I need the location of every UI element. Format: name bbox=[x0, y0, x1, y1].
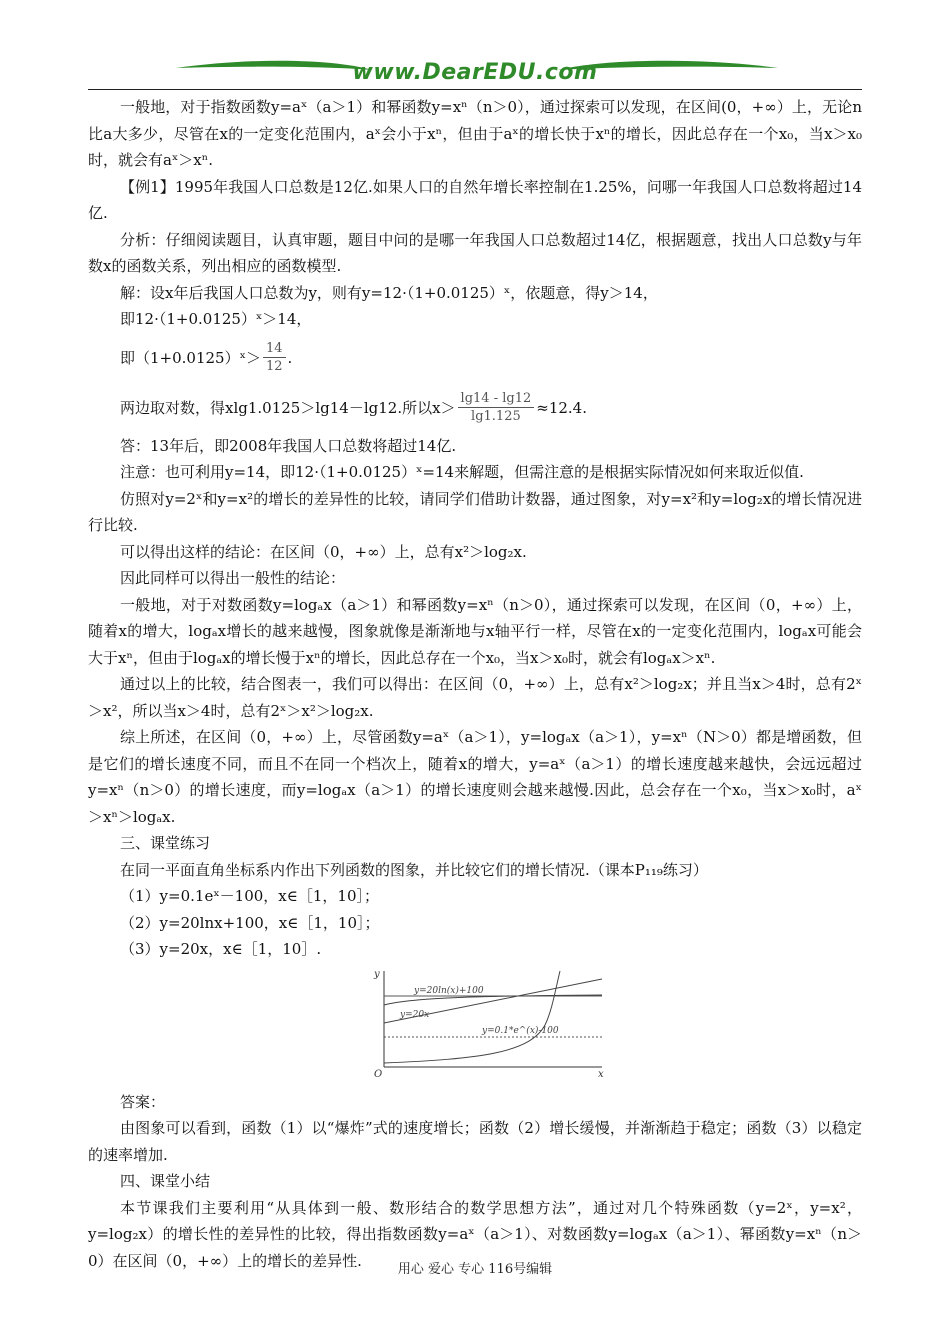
example-1: 【例1】1995年我国人口总数是12亿.如果人口的自然年增长率控制在1.25%，问哪一年我国人口总数将超过14亿. bbox=[88, 177, 862, 222]
header-rule bbox=[88, 89, 862, 90]
page-footer: 用心 爱心 专心 116号编辑 bbox=[397, 1262, 553, 1277]
fraction-log bbox=[458, 390, 535, 425]
paragraph-summary: 综上所述，在区间（0，+∞）上，尽管函数y=aˣ（a＞1），y=logₐx（a＞1），y=xⁿ（N＞0）都是增函数，但是它们的增长速度不同，而且不在同一个档次上，随着x的增大，y=aˣ（a＞1）的增长速度越来越快，会远远超过y=xⁿ（n＞0）的增长速度，而y=logₐx（a＞1）的增长速度则会越来越慢.因此，总会存在一个x₀，当x＞x₀时，aˣ＞xⁿ＞logₐx. bbox=[88, 728, 862, 826]
exercise-1: （1）y=0.1eˣ－100，x∈［1，10］； bbox=[120, 887, 379, 905]
conclusion-1: 可以得出这样的结论：在区间（0，+∞）上，总有x²＞log₂x. bbox=[120, 542, 527, 561]
exercise-3: （3）y=20x，x∈［1，10］. bbox=[120, 940, 322, 958]
solution-line-2: 即12·（1+0.0125）ˣ＞14， bbox=[120, 310, 312, 328]
note: 注意：也可利用y=14，即12·（1+0.0125）ˣ=14来解题，但需注意的是根据实际情况如何来取近似值. bbox=[120, 463, 804, 481]
sol3-prefix: 即（1+0.0125）ˣ＞ bbox=[120, 349, 261, 367]
graph-svg bbox=[370, 967, 610, 1079]
analysis: 分析：仔细阅读题目，认真审题，题目中问的是哪一年我国人口总数超过14亿，根据题意，找出人口总数y与年数x的函数关系，列出相应的函数模型. bbox=[88, 230, 862, 275]
origin-label: O bbox=[374, 1068, 383, 1079]
fraction-denominator: lg1.125 bbox=[471, 409, 521, 424]
paragraph-log-vs-power: 一般地，对于对数函数y=logₐx（a＞1）和幂函数y=xⁿ（n＞0），通过探索可以发现，在区间（0，+∞）上，随着x的增大，logₐx增长的越来越慢，图象就像是渐渐地与x轴平行一样，尽管在x的一定变化范围内，logₐx可能会大于xⁿ，但由于logₐx的增长慢于xⁿ的增长，因此总存在一个x₀，当x＞x₀时，就会有logₐx＞xⁿ. bbox=[88, 595, 862, 667]
document-body bbox=[88, 94, 862, 1274]
fraction-numerator: lg14 - lg12 bbox=[458, 390, 535, 408]
x-axis-label: x bbox=[598, 1068, 604, 1079]
sol4-prefix: 两边取对数，得xlg1.0125＞lg14－lg12.所以x＞ bbox=[120, 399, 456, 417]
final-summary: 本节课我们主要利用“从具体到一般、数形结合的数学思想方法”，通过对几个特殊函数（y=2ˣ，y=x²，y=log₂x）的增长性的差异性的比较，得出指数函数y=aˣ（a＞1）、对数函数y=logₐx（a＞1）、幂函数y=xⁿ（n＞0）在区间（0，+∞）上的增长的差异性. bbox=[88, 1198, 862, 1270]
sol3-suffix: . bbox=[287, 348, 293, 367]
answer-label: 答案： bbox=[120, 1092, 166, 1111]
exercise-2: （2）y=20lnx+100，x∈［1，10］； bbox=[120, 913, 380, 932]
exercise-intro: 在同一平面直角坐标系内作出下列函数的图象，并比较它们的增长情况.（课本P₁₁₉练习） bbox=[120, 860, 708, 879]
function-graph bbox=[88, 967, 862, 1085]
section-3-heading: 三、课堂练习 bbox=[120, 834, 211, 852]
paragraph-table: 通过以上的比较，结合图表一，我们可以得出：在区间（0，+∞）上，总有x²＞log₂x；并且当x＞4时，总有2ˣ＞x²，所以当x＞4时，总有2ˣ＞x²＞log₂x. bbox=[88, 675, 862, 720]
label-linear: y=20x bbox=[400, 1009, 430, 1020]
fraction-numerator: 14 bbox=[263, 340, 286, 358]
answer-text: 由图象可以看到，函数（1）以“爆炸”式的速度增长；函数（2）增长缓慢，并渐渐趋于稳定；函数（3）以稳定的速率增加. bbox=[88, 1119, 862, 1164]
fraction-denominator: 12 bbox=[265, 359, 283, 374]
solution-line-1: 解：设x年后我国人口总数为y，则有y=12·（1+0.0125）ˣ，依题意，得y＞14， bbox=[120, 283, 658, 302]
fraction-14-12 bbox=[263, 340, 286, 375]
label-ln: y=20ln(x)+100 bbox=[414, 985, 484, 996]
page-header bbox=[88, 54, 862, 90]
sol4-suffix: ≈12.4. bbox=[536, 398, 587, 417]
compare-paragraph: 仿照对y=2ˣ和y=x²的增长的差异性的比较，请同学们借助计数器，通过图象，对y=x²和y=log₂x的增长情况进行比较. bbox=[88, 489, 862, 534]
answer: 答：13年后，即2008年我国人口总数将超过14亿. bbox=[120, 436, 457, 455]
label-exp: y=0.1*e^(x)-100 bbox=[482, 1025, 559, 1036]
paragraph-exp-vs-power: 一般地，对于指数函数y=aˣ（a＞1）和幂函数y=xⁿ（n＞0），通过探索可以发现，在区间(0，+∞）上，无论n比a大多少，尽管在x的一定变化范围内，aˣ会小于xⁿ，但由于aˣ的增长快于xⁿ的增长，因此总存在一个x₀，当x＞x₀时，就会有aˣ＞xⁿ. bbox=[88, 98, 862, 169]
solution-line-3 bbox=[88, 333, 862, 383]
site-logo: www.DearEDU.com bbox=[352, 60, 598, 85]
solution-line-4 bbox=[88, 383, 862, 433]
conclusion-2: 因此同样可以得出一般性的结论： bbox=[120, 569, 346, 587]
section-4-heading: 四、课堂小结 bbox=[120, 1172, 211, 1190]
y-axis-label: y bbox=[374, 968, 380, 980]
